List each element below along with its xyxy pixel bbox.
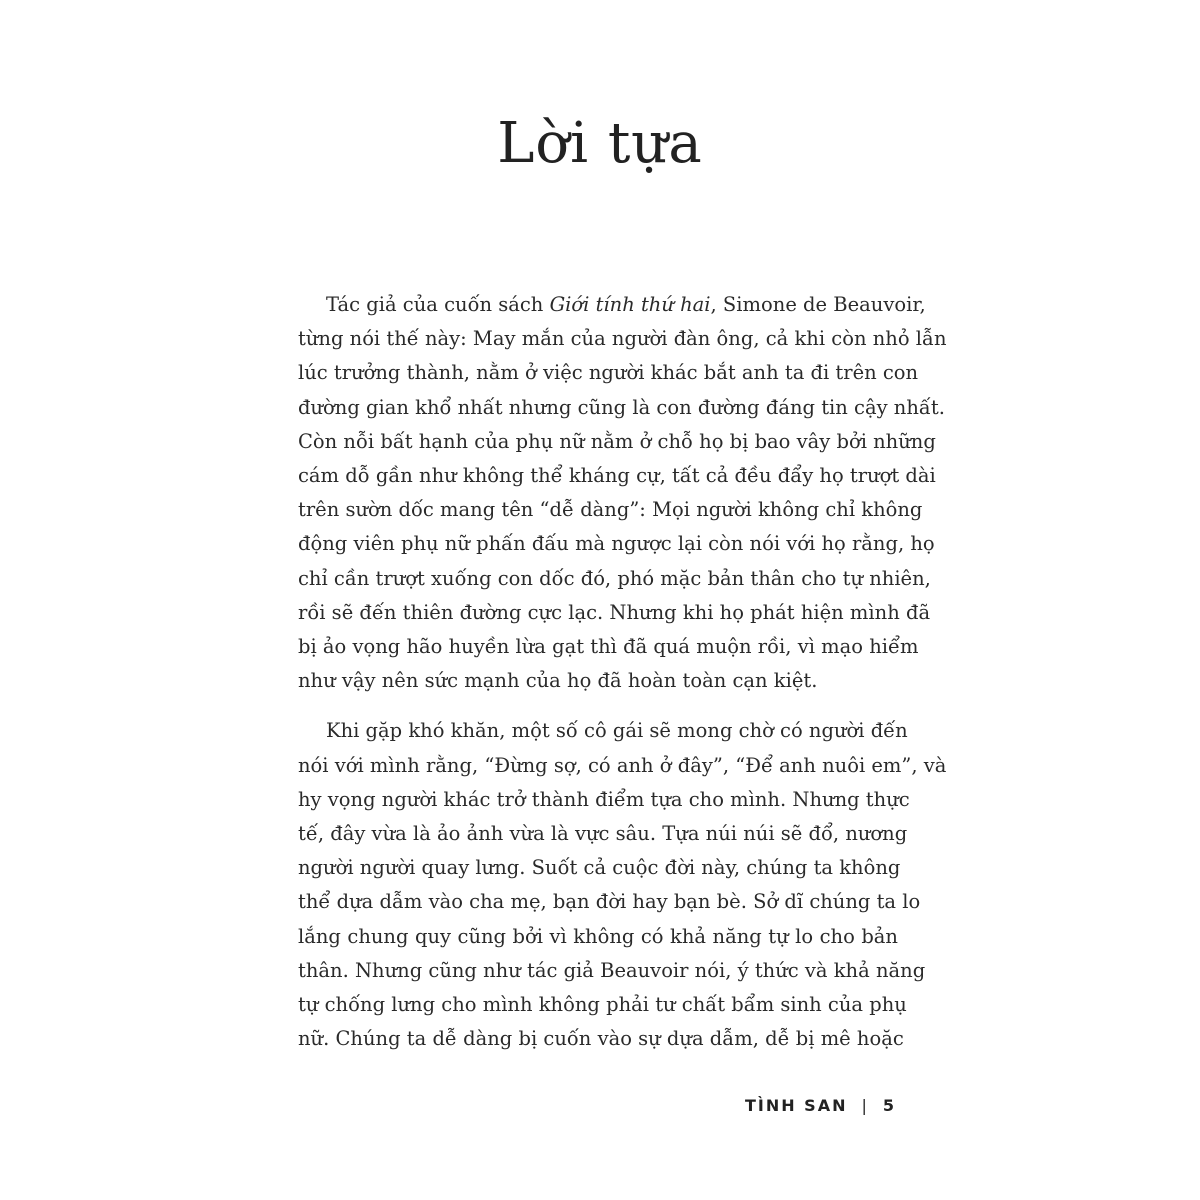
text-run: Tác giả của cuốn sách: [326, 293, 550, 316]
text-line: tế, đây vừa là ảo ảnh vừa là vực sâu. Tựa núi núi sẽ đổ, nương: [298, 822, 908, 846]
text-line: từng nói thế này: May mắn của người đàn ông, cả khi còn nhỏ lẫn: [298, 327, 947, 351]
paragraph-1: [298, 288, 947, 698]
text-line: chỉ cần trượt xuống con dốc đó, phó mặc bản thân cho tự nhiên,: [298, 566, 931, 590]
body-text: [298, 288, 947, 1072]
text-run: , Simone de Beauvoir,: [710, 293, 926, 316]
paragraph-2: [298, 714, 947, 1056]
text-line: đường gian khổ nhất nhưng cũng là con đường đáng tin cậy nhất.: [298, 395, 945, 419]
text-line: trên sườn dốc mang tên “dễ dàng”: Mọi người không chỉ không: [298, 498, 923, 522]
running-title: TÌNH SAN: [744, 1096, 848, 1115]
text-line: động viên phụ nữ phấn đấu mà ngược lại còn nói với họ rằng, họ: [298, 532, 935, 556]
text-line: người người quay lưng. Suốt cả cuộc đời này, chúng ta không: [298, 856, 901, 880]
chapter-title: Lời tựa: [497, 111, 703, 176]
running-footer: [745, 1096, 896, 1115]
text-line: nữ. Chúng ta dễ dàng bị cuốn vào sự dựa dẫm, dễ bị mê hoặc: [298, 1027, 904, 1051]
text-line: nói với mình rằng, “Đừng sợ, có anh ở đây”, “Để anh nuôi em”, và: [298, 753, 947, 777]
text-line: tự chống lưng cho mình không phải tư chất bẩm sinh của phụ: [298, 993, 907, 1017]
text-line: lắng chung quy cũng bởi vì không có khả năng tự lo cho bản: [298, 924, 898, 948]
text-line: thể dựa dẫm vào cha mẹ, bạn đời hay bạn bè. Sở dĩ chúng ta lo: [298, 890, 921, 914]
book-title-italic: Giới tính thứ hai: [549, 293, 711, 316]
text-line: thân. Nhưng cũng như tác giả Beauvoir nói, ý thức và khả năng: [298, 958, 926, 982]
text-line: hy vọng người khác trở thành điểm tựa cho mình. Nhưng thực: [298, 787, 910, 811]
text-line: như vậy nên sức mạnh của họ đã hoàn toàn cạn kiệt.: [298, 669, 818, 693]
text-line: Còn nỗi bất hạnh của phụ nữ nằm ở chỗ họ bị bao vây bởi những: [298, 429, 936, 453]
text-line: lúc trưởng thành, nằm ở việc người khác bắt anh ta đi trên con: [298, 361, 919, 385]
page-number: 5: [882, 1096, 896, 1115]
text-line: rồi sẽ đến thiên đường cực lạc. Nhưng khi họ phát hiện mình đã: [298, 600, 931, 624]
text-line: [298, 288, 926, 322]
text-line: cám dỗ gần như không thể kháng cự, tất cả đều đẩy họ trượt dài: [298, 464, 936, 488]
text-line: Khi gặp khó khăn, một số cô gái sẽ mong chờ có người đến: [326, 719, 908, 743]
text-line: bị ảo vọng hão huyền lừa gạt thì đã quá muộn rồi, vì mạo hiểm: [298, 635, 919, 659]
footer-separator: |: [861, 1096, 869, 1115]
